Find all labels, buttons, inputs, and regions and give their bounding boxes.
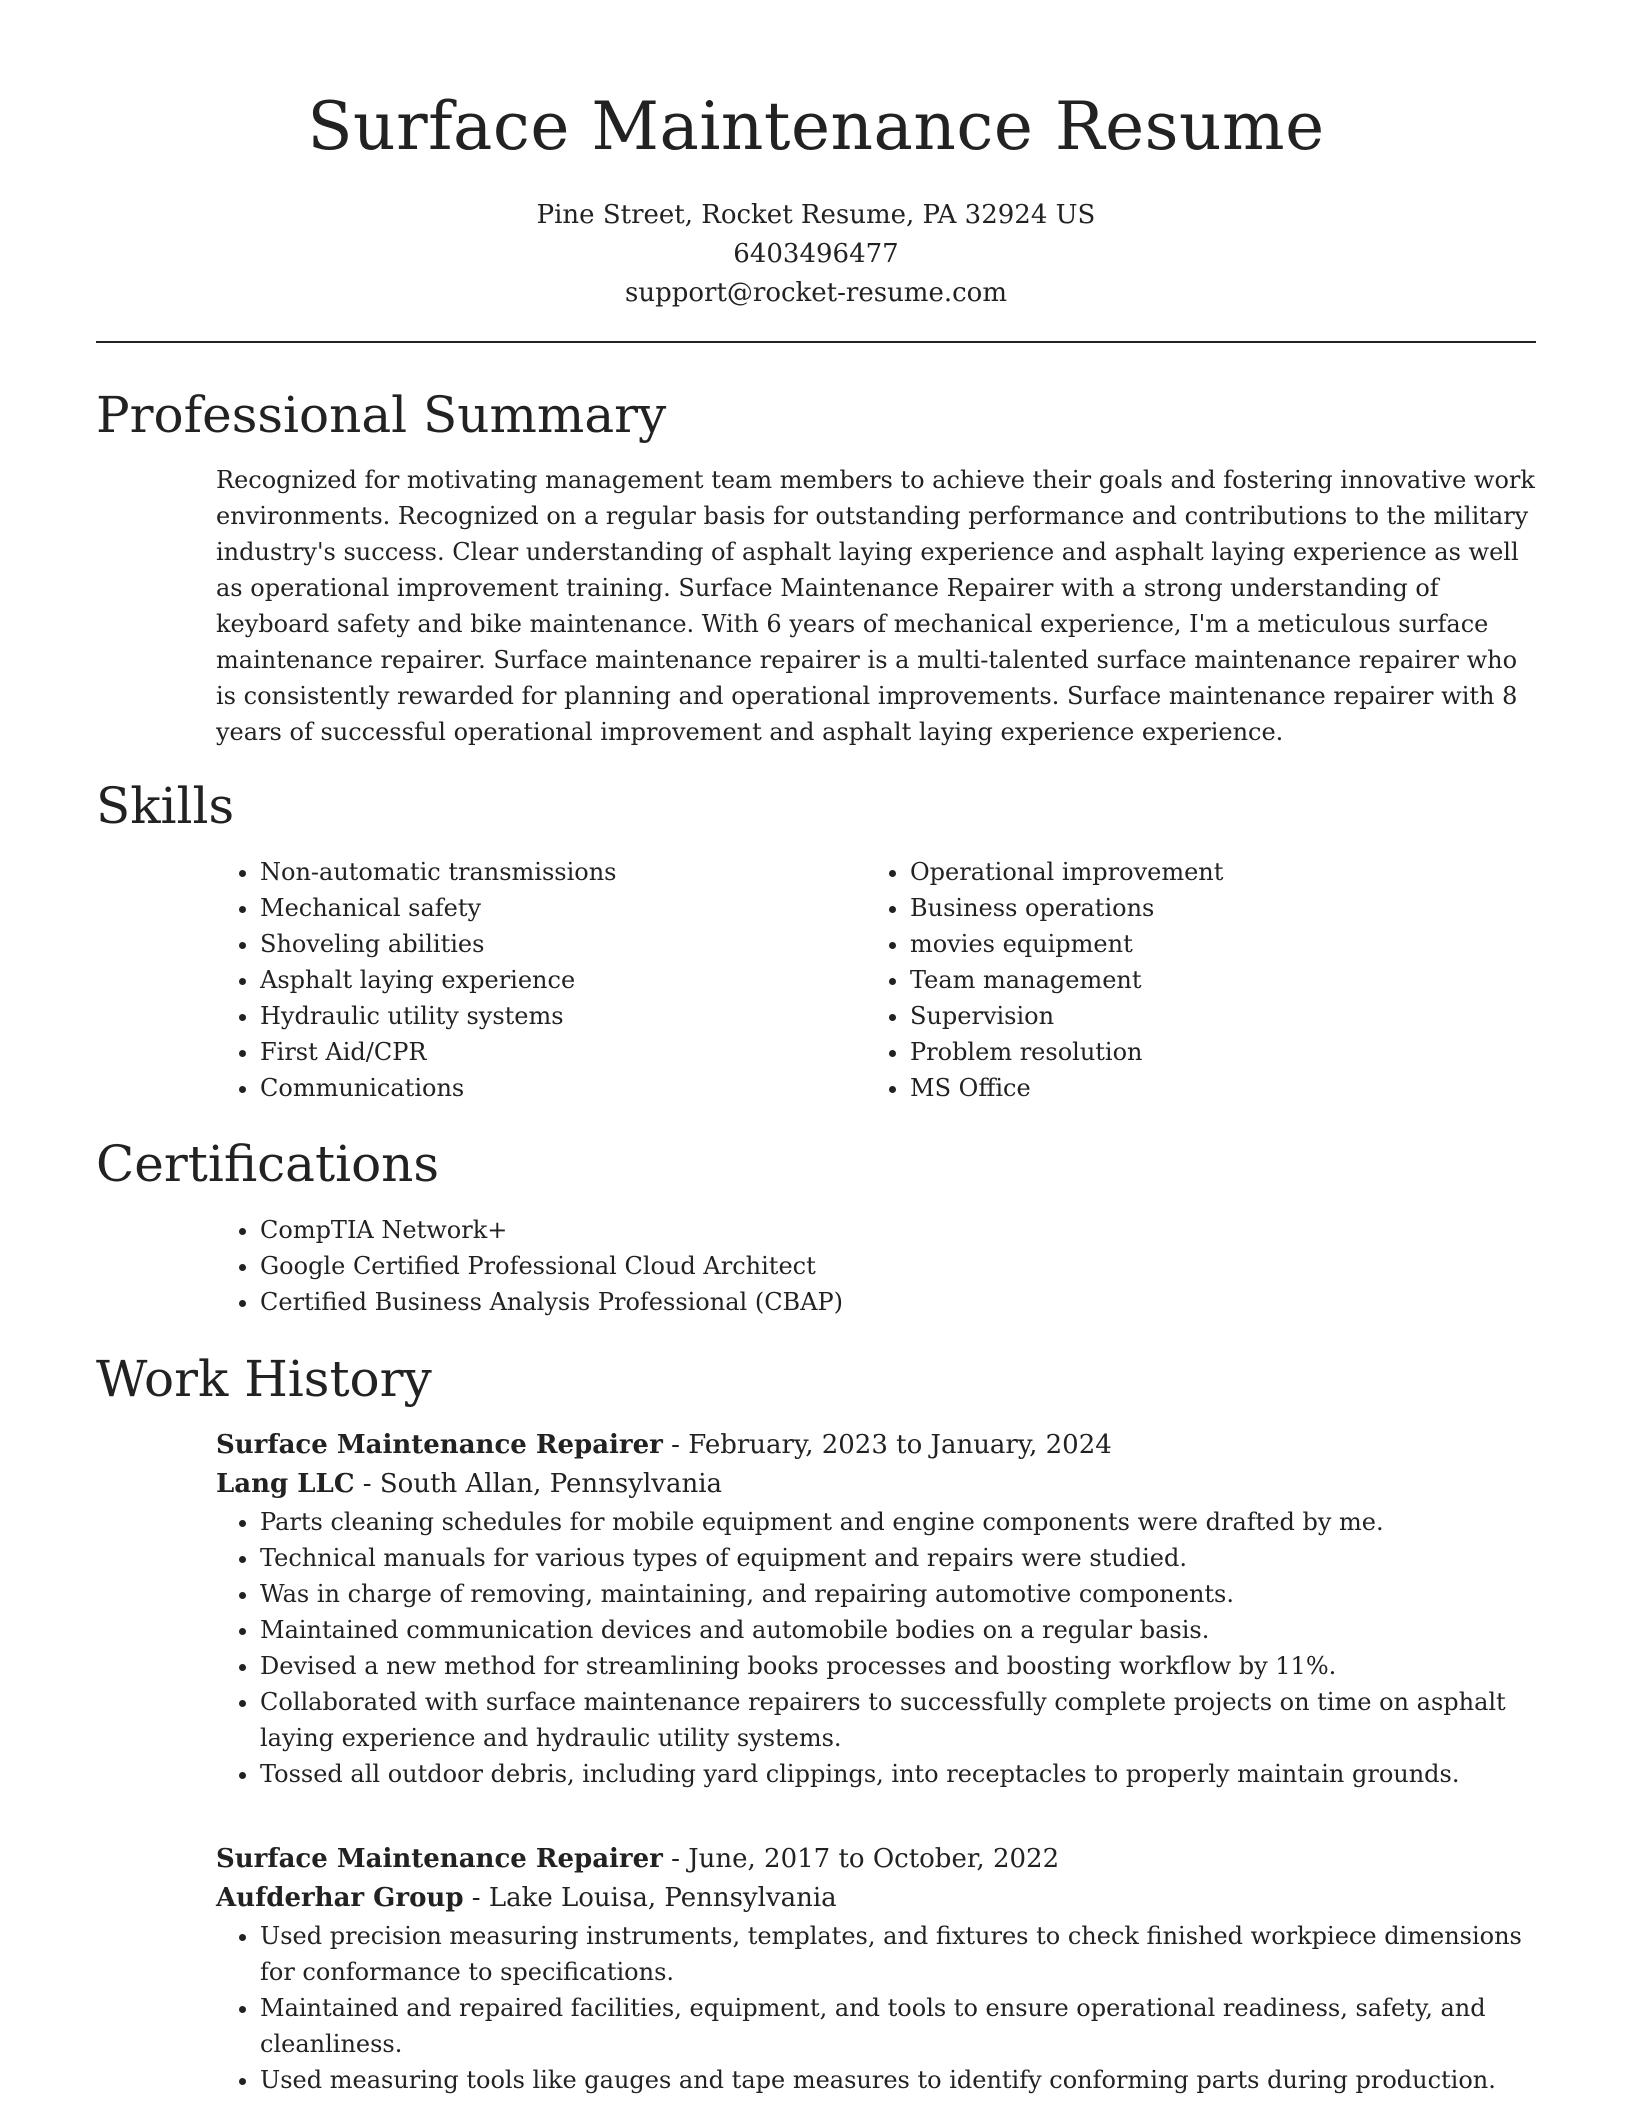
job-separator: - bbox=[463, 1883, 489, 1913]
summary-heading: Professional Summary bbox=[96, 386, 667, 444]
job-title-line bbox=[216, 1426, 1540, 1465]
skill-item: • Non-automatic transmissions bbox=[260, 854, 836, 890]
resume-header bbox=[0, 0, 1632, 313]
certification-item: • Google Certified Professional Cloud Architect bbox=[260, 1248, 1416, 1284]
skills-heading: Skills bbox=[96, 777, 235, 835]
job-bullet: • Tossed all outdoor debris, including yard clippings, into receptacles to properly maintain grounds. bbox=[260, 1756, 1540, 1792]
skill-item: • Business operations bbox=[910, 890, 1486, 926]
job-company: Lang LLC bbox=[216, 1469, 355, 1499]
job-bullet: • Technical manuals for various types of equipment and repairs were studied. bbox=[260, 1540, 1540, 1576]
resume-title: Surface Maintenance Resume bbox=[307, 88, 1325, 165]
job-bullet: • Used measuring tools like gauges and tape measures to identify conforming parts during production. bbox=[260, 2062, 1540, 2098]
skill-item: • movies equipment bbox=[910, 926, 1486, 962]
job-bullet: • Collaborated with surface maintenance repairers to successfully complete projects on time on asphalt laying experience and hydraulic utility systems. bbox=[260, 1684, 1540, 1756]
job-title: Surface Maintenance Repairer bbox=[216, 1844, 663, 1874]
skill-item: • Hydraulic utility systems bbox=[260, 998, 836, 1034]
skill-item: • Mechanical safety bbox=[260, 890, 836, 926]
job-company: Aufderhar Group bbox=[216, 1883, 464, 1913]
skill-item: • Operational improvement bbox=[910, 854, 1486, 890]
skill-item: • First Aid/CPR bbox=[260, 1034, 836, 1070]
skills-column-right bbox=[866, 854, 1486, 1106]
job-entry bbox=[216, 1840, 1540, 2098]
job-separator: - bbox=[662, 1430, 689, 1460]
job-bullet-list bbox=[216, 1918, 1540, 2098]
skills-column-left bbox=[216, 854, 836, 1106]
job-location: South Allan, Pennsylvania bbox=[379, 1469, 723, 1499]
skill-item: • Supervision bbox=[910, 998, 1486, 1034]
job-bullet: • Maintained and repaired facilities, equipment, and tools to ensure operational readiness, safety, and cleanliness. bbox=[260, 1990, 1540, 2062]
job-dates: June, 2017 to October, 2022 bbox=[688, 1844, 1060, 1874]
job-company-line bbox=[216, 1879, 1540, 1918]
certifications-block bbox=[216, 1212, 1416, 1320]
certification-item: • CompTIA Network+ bbox=[260, 1212, 1416, 1248]
summary-text: Recognized for motivating management team members to achieve their goals and fostering innovative work environments. Recognized on a regular basis for outstanding performance and contributions to the military industry's success. Clear understanding of asphalt laying experience and asphalt laying experience as well as operational improvement training. Surface Maintenance Repairer with a strong understanding of keyboard safety and bike maintenance. With 6 years of mechanical experience, I'm a meticulous surface maintenance repairer. Surface maintenance repairer is a multi-talented surface maintenance repairer who is consistently rewarded for planning and operational improvements. Surface maintenance repairer with 8 years of successful operational improvement and asphalt laying experience experience. bbox=[216, 466, 1535, 746]
job-bullet-list bbox=[216, 1504, 1540, 1792]
job-bullet: • Maintained communication devices and automobile bodies on a regular basis. bbox=[260, 1612, 1540, 1648]
skill-item: • Asphalt laying experience bbox=[260, 962, 836, 998]
job-bullet: • Used precision measuring instruments, templates, and fixtures to check finished workpiece dimensions for conformance to specifications. bbox=[260, 1918, 1540, 1990]
work-history-heading: Work History bbox=[96, 1350, 432, 1408]
skills-list-right bbox=[866, 854, 1486, 1106]
address: Pine Street, Rocket Resume, PA 32924 US bbox=[536, 200, 1096, 230]
phone: 6403496477 bbox=[733, 239, 899, 269]
job-company-line bbox=[216, 1465, 1540, 1504]
job-title: Surface Maintenance Repairer bbox=[216, 1430, 663, 1460]
job-location: Lake Louisa, Pennsylvania bbox=[488, 1883, 837, 1913]
skill-item: • Shoveling abilities bbox=[260, 926, 836, 962]
job-separator: - bbox=[662, 1844, 689, 1874]
header-divider bbox=[96, 341, 1536, 343]
certifications-heading: Certifications bbox=[96, 1135, 440, 1193]
job-entry bbox=[216, 1426, 1540, 1792]
job-bullet: • Devised a new method for streamlining books processes and boosting workflow by 11%. bbox=[260, 1648, 1540, 1684]
job-separator: - bbox=[354, 1469, 380, 1499]
certification-item: • Certified Business Analysis Professional (CBAP) bbox=[260, 1284, 1416, 1320]
skill-item: • Communications bbox=[260, 1070, 836, 1106]
skill-item: • MS Office bbox=[910, 1070, 1486, 1106]
job-title-line bbox=[216, 1840, 1540, 1879]
skill-item: • Team management bbox=[910, 962, 1486, 998]
skills-list-left bbox=[216, 854, 836, 1106]
skill-item: • Problem resolution bbox=[910, 1034, 1486, 1070]
job-bullet: • Parts cleaning schedules for mobile equipment and engine components were drafted by me. bbox=[260, 1504, 1540, 1540]
email: support@rocket-resume.com bbox=[624, 278, 1007, 308]
contact-block bbox=[0, 196, 1632, 313]
job-bullet: • Was in charge of removing, maintaining, and repairing automotive components. bbox=[260, 1576, 1540, 1612]
job-dates: February, 2023 to January, 2024 bbox=[688, 1430, 1112, 1460]
certifications-list bbox=[216, 1212, 1416, 1320]
